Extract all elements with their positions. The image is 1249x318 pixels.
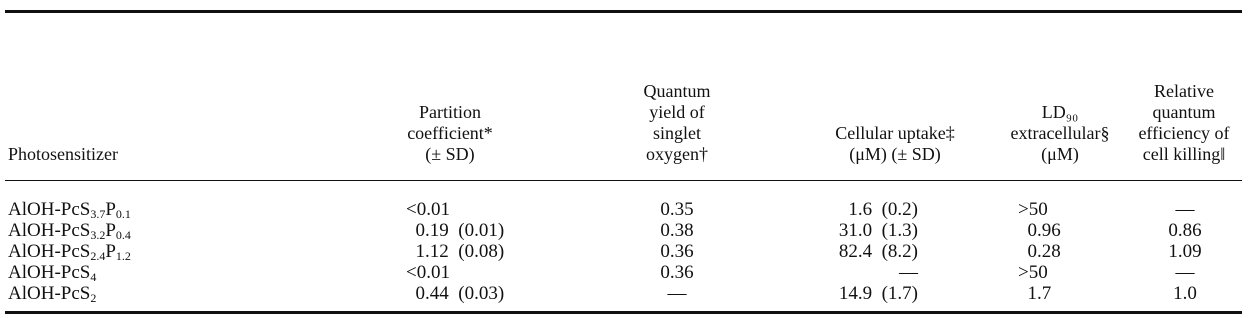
photosensitizer-name xyxy=(8,262,96,284)
ld90-cell: >50 xyxy=(1018,199,1048,220)
relative-efficiency-cell: 1.0 xyxy=(1173,283,1197,304)
header-line: Cellular uptake‡ xyxy=(835,123,955,143)
relative-efficiency-cell: 0.86 xyxy=(1168,220,1202,241)
header-line: LD₉₀ xyxy=(1041,102,1079,122)
name-mid: P xyxy=(105,220,116,241)
header-line: (μM) xyxy=(1041,144,1079,164)
relative-efficiency-cell: — xyxy=(1175,199,1195,220)
header-line: (μM) (± SD) xyxy=(849,144,941,164)
partition-coefficient-cell: 0.44 (0.03) xyxy=(406,283,505,304)
quantum-yield-cell: 0.35 xyxy=(660,199,694,220)
name-subscript-p: 1.2 xyxy=(115,249,131,263)
header-line: singlet xyxy=(653,123,701,143)
quantum-yield-cell: 0.36 xyxy=(660,241,694,262)
ld90-cell: >50 xyxy=(1018,262,1048,283)
name-base: AlOH-PcS xyxy=(8,262,91,283)
header-partition-coefficient xyxy=(385,102,515,165)
ld90-cell: 0.28 xyxy=(1018,241,1061,262)
header-line: Photosensitizer xyxy=(8,144,118,164)
quantum-yield-cell: — xyxy=(667,283,687,304)
quantum-yield-cell: 0.36 xyxy=(660,262,694,283)
header-line: Relative xyxy=(1154,81,1214,101)
header-line: oxygen† xyxy=(646,144,708,164)
header-line: coefficient* xyxy=(407,123,493,143)
header-ld90 xyxy=(1000,102,1120,165)
header-line: extracellular§ xyxy=(1010,123,1110,143)
name-subscript-s: 3.7 xyxy=(90,207,106,221)
cellular-uptake-cell: 1.6 (0.2) xyxy=(848,199,918,220)
cellular-uptake-cell: — xyxy=(899,262,918,283)
relative-efficiency-cell: 1.09 xyxy=(1168,241,1202,262)
name-subscript-s: 4 xyxy=(90,270,97,284)
name-base: AlOH-PcS xyxy=(8,241,91,262)
name-base: AlOH-PcS xyxy=(8,283,91,304)
partition-coefficient-cell: 1.12 (0.08) xyxy=(406,241,505,262)
header-line: Quantum xyxy=(643,81,711,101)
name-subscript-s: 3.2 xyxy=(90,228,106,242)
photosensitizer-name xyxy=(8,283,96,305)
photosensitizer-name xyxy=(8,241,131,263)
header-line: efficiency of xyxy=(1138,123,1230,143)
cellular-uptake-cell: 31.0 (1.3) xyxy=(838,220,918,241)
header-cellular-uptake xyxy=(815,123,975,165)
quantum-yield-cell: 0.38 xyxy=(660,220,694,241)
name-subscript-p: 0.1 xyxy=(115,207,131,221)
ld90-cell: 1.7 xyxy=(1018,283,1052,304)
relative-efficiency-cell: — xyxy=(1175,262,1195,283)
header-line: (± SD) xyxy=(425,144,475,164)
cellular-uptake-cell: 14.9 (1.7) xyxy=(838,283,918,304)
header-line: Partition xyxy=(419,102,481,122)
ld90-cell: 0.96 xyxy=(1018,220,1061,241)
name-mid: P xyxy=(105,199,116,220)
name-base: AlOH-PcS xyxy=(8,220,91,241)
header-line: cell killing‖ xyxy=(1142,144,1226,164)
name-base: AlOH-PcS xyxy=(8,199,91,220)
table-bottom-rule xyxy=(5,311,1242,314)
header-quantum-yield xyxy=(622,81,732,165)
name-subscript-p: 0.4 xyxy=(115,228,131,242)
header-line: quantum xyxy=(1152,102,1216,122)
partition-coefficient-cell: <0.01 xyxy=(406,262,450,283)
header-divider-rule xyxy=(5,180,1242,181)
name-subscript-s: 2.4 xyxy=(90,249,106,263)
name-subscript-s: 2 xyxy=(90,291,97,305)
table-top-rule xyxy=(5,10,1242,13)
header-photosensitizer xyxy=(8,144,118,165)
photosensitizer-name xyxy=(8,199,131,221)
header-relative-quantum-efficiency xyxy=(1120,81,1248,165)
header-line: yield of xyxy=(649,102,705,122)
partition-coefficient-cell: <0.01 xyxy=(406,199,450,220)
photosensitizer-name xyxy=(8,220,131,242)
name-mid: P xyxy=(105,241,116,262)
partition-coefficient-cell: 0.19 (0.01) xyxy=(406,220,505,241)
cellular-uptake-cell: 82.4 (8.2) xyxy=(838,241,918,262)
